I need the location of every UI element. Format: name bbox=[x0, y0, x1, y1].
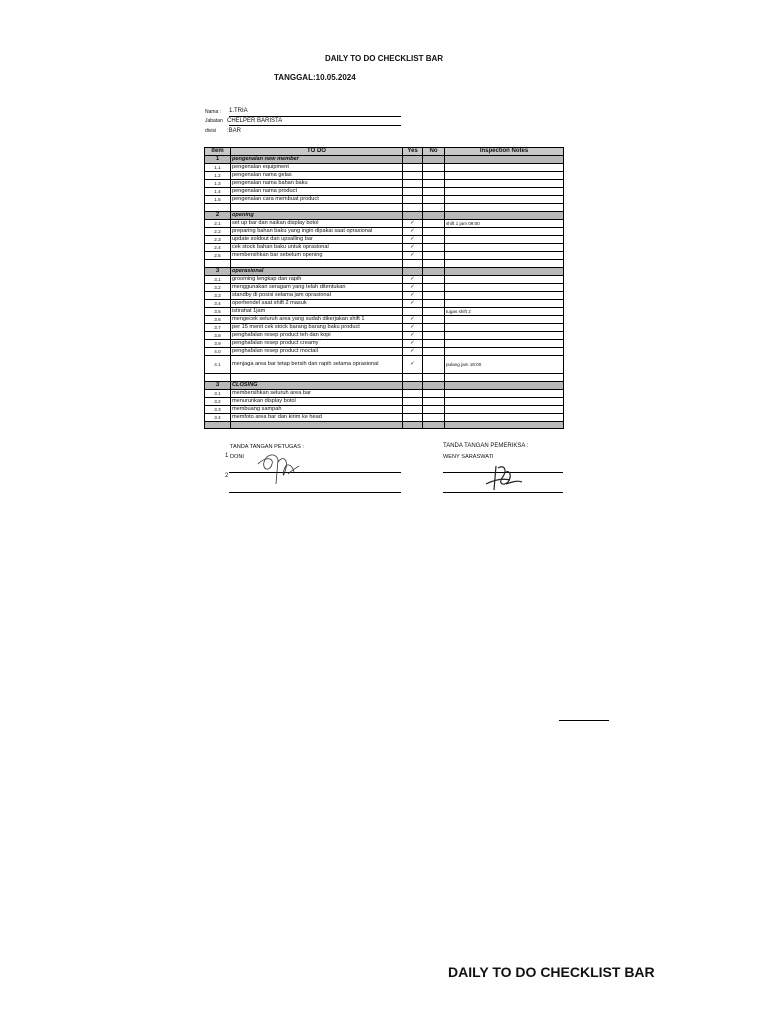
todo-text: operhendel saat shift 2 masuk bbox=[231, 300, 403, 308]
item-number: 3.6 bbox=[205, 316, 231, 324]
spacer-cell bbox=[403, 422, 423, 429]
inspection-note: shift 1 jam 09:00 bbox=[445, 220, 564, 228]
inspection-note bbox=[445, 340, 564, 348]
inspection-note bbox=[445, 348, 564, 356]
inspection-note bbox=[445, 300, 564, 308]
todo-text: update soldout dan upsalling bar bbox=[231, 236, 403, 244]
info-line-nama bbox=[229, 108, 401, 117]
item-number: 3.2 bbox=[205, 284, 231, 292]
no-check bbox=[423, 414, 445, 422]
todo-text: pengenalan nama gelas bbox=[231, 172, 403, 180]
section-notes-cell bbox=[445, 382, 564, 390]
spacer-cell bbox=[403, 204, 423, 212]
item-number: 2.4 bbox=[205, 244, 231, 252]
no-check bbox=[423, 340, 445, 348]
section-title: operasional bbox=[231, 268, 403, 276]
yes-check: ✓ bbox=[403, 252, 423, 260]
table-row bbox=[205, 332, 564, 340]
spacer-row bbox=[205, 374, 564, 382]
todo-text: menggunakan seragam yang telah ditentukan bbox=[231, 284, 403, 292]
yes-check: ✓ bbox=[403, 340, 423, 348]
no-check bbox=[423, 308, 445, 316]
section-yes-cell bbox=[403, 382, 423, 390]
no-check bbox=[423, 276, 445, 284]
item-number: 3.1 bbox=[205, 390, 231, 398]
item-number: 3.8 bbox=[205, 332, 231, 340]
inspection-note bbox=[445, 292, 564, 300]
table-row bbox=[205, 292, 564, 300]
spacer-cell bbox=[205, 204, 231, 212]
yes-check bbox=[403, 406, 423, 414]
yes-check bbox=[403, 172, 423, 180]
no-check bbox=[423, 220, 445, 228]
inspection-note bbox=[445, 180, 564, 188]
spacer-cell bbox=[231, 374, 403, 382]
spacer-row bbox=[205, 260, 564, 268]
spacer-cell bbox=[445, 374, 564, 382]
inspection-note bbox=[445, 390, 564, 398]
todo-text: per 15 menit cek stock barang barang baku product bbox=[231, 324, 403, 332]
yes-check: ✓ bbox=[403, 276, 423, 284]
table-row bbox=[205, 340, 564, 348]
table-row bbox=[205, 316, 564, 324]
no-check bbox=[423, 398, 445, 406]
inspection-note bbox=[445, 236, 564, 244]
no-check bbox=[423, 300, 445, 308]
info-row-divisi bbox=[205, 127, 227, 136]
yes-check: ✓ bbox=[403, 228, 423, 236]
section-no-cell bbox=[423, 268, 445, 276]
info-value-jabatan: CHELPER BARISTA bbox=[227, 118, 283, 124]
table-row bbox=[205, 276, 564, 284]
table-row bbox=[205, 252, 564, 260]
todo-text: pengenalan cara membuat product bbox=[231, 196, 403, 204]
spacer-cell bbox=[445, 422, 564, 429]
table-row bbox=[205, 324, 564, 332]
spacer-cell bbox=[445, 204, 564, 212]
section-notes-cell bbox=[445, 268, 564, 276]
header-item: Item bbox=[205, 148, 231, 156]
todo-text: membersihkan seluruh area bar bbox=[231, 390, 403, 398]
item-number: 3.9 bbox=[205, 340, 231, 348]
officer-number-1: 1 bbox=[225, 453, 229, 459]
todo-text: penghafalan resep product creamy bbox=[231, 340, 403, 348]
item-number: 3.2 bbox=[205, 398, 231, 406]
todo-text: pengenalan nama bahan baku bbox=[231, 180, 403, 188]
item-number: 1.1 bbox=[205, 164, 231, 172]
spacer-cell bbox=[423, 204, 445, 212]
no-check bbox=[423, 164, 445, 172]
table-body bbox=[205, 156, 564, 429]
section-number: 1 bbox=[205, 156, 231, 164]
table-row bbox=[205, 390, 564, 398]
table-row bbox=[205, 236, 564, 244]
spacer-cell bbox=[205, 260, 231, 268]
info-label-nama: Nama : bbox=[205, 109, 222, 115]
inspection-note bbox=[445, 244, 564, 252]
table-row bbox=[205, 348, 564, 356]
todo-text: menjaga area bar tetap bersih dan rapih selama oprasional bbox=[231, 356, 403, 374]
todo-text: cek stock bahan baku untuk oprasional bbox=[231, 244, 403, 252]
item-number: 2.1 bbox=[205, 220, 231, 228]
item-number: 1.3 bbox=[205, 180, 231, 188]
info-value-divisi: :BAR bbox=[227, 128, 242, 134]
item-number: 3.3 bbox=[205, 292, 231, 300]
inspection-note bbox=[445, 196, 564, 204]
no-check bbox=[423, 292, 445, 300]
section-number: 2 bbox=[205, 212, 231, 220]
item-number: 3.3 bbox=[205, 406, 231, 414]
table-row bbox=[205, 172, 564, 180]
table-row bbox=[205, 164, 564, 172]
section-title: pengenalan new member bbox=[231, 156, 403, 164]
inspector-signature-scribble bbox=[482, 460, 526, 496]
inspection-note bbox=[445, 228, 564, 236]
no-check bbox=[423, 332, 445, 340]
yes-check: ✓ bbox=[403, 236, 423, 244]
table-row bbox=[205, 180, 564, 188]
spacer-cell bbox=[231, 260, 403, 268]
todo-text: grooming lengkap dan rapih bbox=[231, 276, 403, 284]
todo-text: membuang sampah bbox=[231, 406, 403, 414]
yes-check: ✓ bbox=[403, 244, 423, 252]
section-title: CLOSING bbox=[231, 382, 403, 390]
todo-text: membersihkan bar sebelum opening bbox=[231, 252, 403, 260]
info-label-jabatan: Jabatan bbox=[205, 118, 223, 124]
table-row bbox=[205, 284, 564, 292]
no-check bbox=[423, 284, 445, 292]
header-notes: Inspection Notes bbox=[445, 148, 564, 156]
item-number: 4.0 bbox=[205, 348, 231, 356]
section-number: 3 bbox=[205, 268, 231, 276]
table-row bbox=[205, 398, 564, 406]
footer-title: DAILY TO DO CHECKLIST BAR bbox=[448, 964, 655, 980]
officer-name-1: DONI bbox=[230, 454, 244, 460]
section-notes-cell bbox=[445, 212, 564, 220]
item-number: 1.4 bbox=[205, 188, 231, 196]
todo-text: menurunkan display botol bbox=[231, 398, 403, 406]
yes-check bbox=[403, 180, 423, 188]
todo-text: penghafalan resep product teh dan kopi bbox=[231, 332, 403, 340]
spacer-cell bbox=[205, 374, 231, 382]
yes-check: ✓ bbox=[403, 356, 423, 374]
section-no-cell bbox=[423, 382, 445, 390]
no-check bbox=[423, 252, 445, 260]
inspection-note bbox=[445, 332, 564, 340]
item-number: 3.7 bbox=[205, 324, 231, 332]
todo-text: pengenalan nama product bbox=[231, 188, 403, 196]
item-number: 3.4 bbox=[205, 414, 231, 422]
inspector-name: WENY SARASWATI bbox=[443, 454, 494, 460]
no-check bbox=[423, 196, 445, 204]
yes-check: ✓ bbox=[403, 300, 423, 308]
info-label-divisi: divisi bbox=[205, 128, 217, 134]
officer-signature-line-2 bbox=[229, 492, 401, 493]
todo-text: mengecek seluruh area yang sudah dikerjakan shift 1 bbox=[231, 316, 403, 324]
no-check bbox=[423, 236, 445, 244]
no-check bbox=[423, 180, 445, 188]
no-check bbox=[423, 316, 445, 324]
spacer-row bbox=[205, 204, 564, 212]
inspection-note: pulang jam 18:00 bbox=[445, 356, 564, 374]
inspection-note bbox=[445, 406, 564, 414]
inspection-note bbox=[445, 164, 564, 172]
yes-check bbox=[403, 414, 423, 422]
header-no: No bbox=[423, 148, 445, 156]
yes-check bbox=[403, 196, 423, 204]
table-row bbox=[205, 308, 564, 316]
yes-check: ✓ bbox=[403, 316, 423, 324]
yes-check bbox=[403, 164, 423, 172]
inspection-note bbox=[445, 276, 564, 284]
inspection-note bbox=[445, 284, 564, 292]
spacer-cell bbox=[231, 422, 403, 429]
inspection-note: tugas shift 2 bbox=[445, 308, 564, 316]
section-yes-cell bbox=[403, 156, 423, 164]
table-row bbox=[205, 188, 564, 196]
spacer-cell bbox=[423, 374, 445, 382]
inspector-signature-label: TANDA TANGAN PEMERIKSA : bbox=[443, 443, 529, 449]
item-number: 1.5 bbox=[205, 196, 231, 204]
document-title: DAILY TO DO CHECKLIST BAR bbox=[324, 54, 444, 63]
section-row bbox=[205, 382, 564, 390]
officer-signature-scribble bbox=[252, 450, 302, 490]
section-number: 3 bbox=[205, 382, 231, 390]
section-row bbox=[205, 268, 564, 276]
yes-check: ✓ bbox=[403, 348, 423, 356]
no-check bbox=[423, 356, 445, 374]
no-check bbox=[423, 188, 445, 196]
todo-text: preparing bahan baku yang ingin dipakai saat oprasional bbox=[231, 228, 403, 236]
item-number: 3.4 bbox=[205, 300, 231, 308]
info-row-jabatan bbox=[205, 117, 227, 126]
todo-text: set up bar dan naikan display botol bbox=[231, 220, 403, 228]
officer-number-2: 2 bbox=[225, 473, 229, 479]
spacer-cell bbox=[423, 260, 445, 268]
info-row-nama bbox=[205, 108, 227, 117]
spacer-cell bbox=[205, 422, 231, 429]
header-yes: Yes bbox=[403, 148, 423, 156]
yes-check bbox=[403, 390, 423, 398]
inspection-note bbox=[445, 316, 564, 324]
todo-text: pengenalan equipment bbox=[231, 164, 403, 172]
checklist-table bbox=[204, 147, 564, 429]
section-row bbox=[205, 212, 564, 220]
header-todo: TO DO bbox=[231, 148, 403, 156]
spacer-cell bbox=[231, 204, 403, 212]
yes-check: ✓ bbox=[403, 332, 423, 340]
todo-text: standby di posisi selama jam oprasional bbox=[231, 292, 403, 300]
yes-check bbox=[403, 308, 423, 316]
no-check bbox=[423, 406, 445, 414]
item-number: 3.5 bbox=[205, 308, 231, 316]
yes-check bbox=[403, 398, 423, 406]
yes-check: ✓ bbox=[403, 324, 423, 332]
yes-check: ✓ bbox=[403, 292, 423, 300]
table-row bbox=[205, 414, 564, 422]
spacer-cell bbox=[423, 422, 445, 429]
todo-text: memfoto area bar dan kirim ke head bbox=[231, 414, 403, 422]
yes-check: ✓ bbox=[403, 284, 423, 292]
info-value-nama: 1.TRIA bbox=[229, 108, 248, 114]
section-notes-cell bbox=[445, 156, 564, 164]
officer-signature-label: TANDA TANGAN PETUGAS : bbox=[230, 444, 304, 450]
spacer-cell bbox=[445, 260, 564, 268]
inspection-note bbox=[445, 414, 564, 422]
section-title: opening bbox=[231, 212, 403, 220]
inspection-note bbox=[445, 172, 564, 180]
no-check bbox=[423, 390, 445, 398]
table-row bbox=[205, 228, 564, 236]
table-row bbox=[205, 196, 564, 204]
table-row bbox=[205, 356, 564, 374]
table-row bbox=[205, 220, 564, 228]
inspection-note bbox=[445, 252, 564, 260]
table-row bbox=[205, 300, 564, 308]
item-number: 2.2 bbox=[205, 228, 231, 236]
spacer-row bbox=[205, 422, 564, 429]
table-header-row bbox=[205, 148, 564, 156]
table-row bbox=[205, 244, 564, 252]
inspection-note bbox=[445, 188, 564, 196]
no-check bbox=[423, 348, 445, 356]
spacer-cell bbox=[403, 374, 423, 382]
document-date: TANGGAL:10.05.2024 bbox=[274, 73, 356, 82]
item-number: 3.1 bbox=[205, 276, 231, 284]
yes-check: ✓ bbox=[403, 220, 423, 228]
item-number: 4.1 bbox=[205, 356, 231, 374]
todo-text: istirahat 1jam bbox=[231, 308, 403, 316]
item-number: 2.3 bbox=[205, 236, 231, 244]
inspection-note bbox=[445, 324, 564, 332]
inspection-note bbox=[445, 398, 564, 406]
yes-check bbox=[403, 188, 423, 196]
section-yes-cell bbox=[403, 268, 423, 276]
item-number: 2.5 bbox=[205, 252, 231, 260]
no-check bbox=[423, 324, 445, 332]
stray-rule bbox=[559, 720, 609, 721]
todo-text: penghafalan resep product moctail bbox=[231, 348, 403, 356]
item-number: 1.2 bbox=[205, 172, 231, 180]
no-check bbox=[423, 244, 445, 252]
table-row bbox=[205, 406, 564, 414]
spacer-cell bbox=[403, 260, 423, 268]
section-no-cell bbox=[423, 156, 445, 164]
no-check bbox=[423, 228, 445, 236]
section-row bbox=[205, 156, 564, 164]
section-yes-cell bbox=[403, 212, 423, 220]
section-no-cell bbox=[423, 212, 445, 220]
no-check bbox=[423, 172, 445, 180]
